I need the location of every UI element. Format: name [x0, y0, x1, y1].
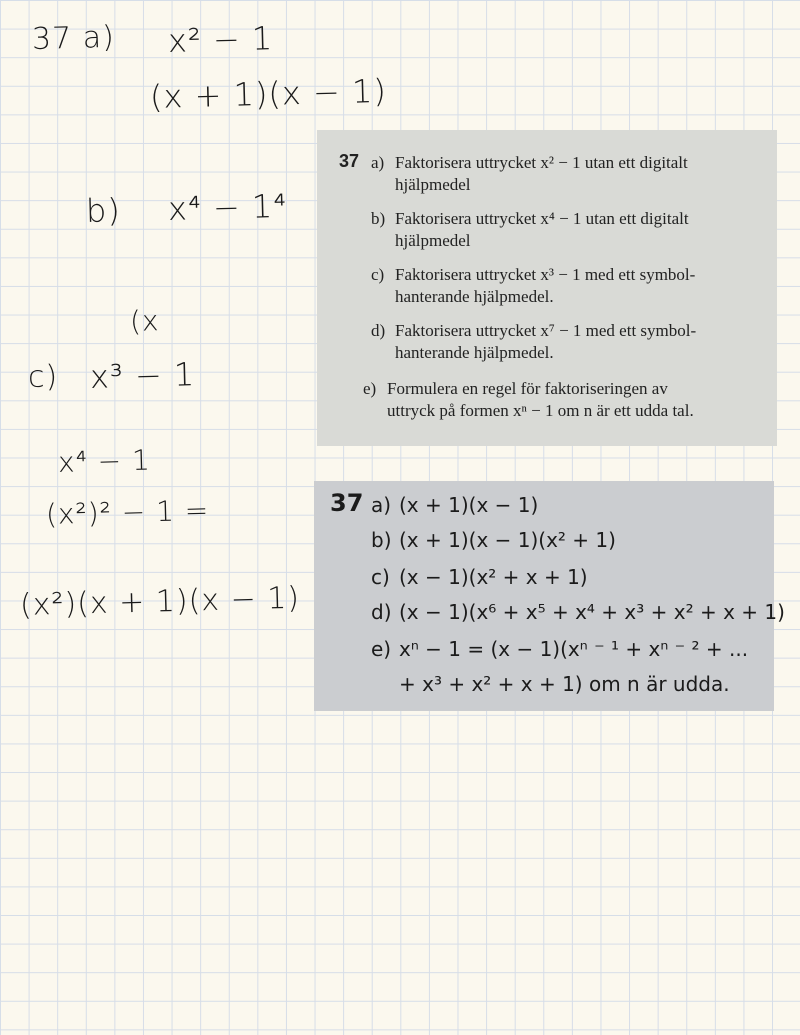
hw-work-line-2: (x²)² − 1 =	[45, 493, 210, 531]
exercise-item-text-line2: uttryck på formen xⁿ − 1 om n är ett udda tal.	[387, 401, 694, 421]
answer-row-c	[371, 565, 588, 589]
hw-a-factored: (x + 1)(x − 1)	[149, 71, 388, 116]
hw-c-expression: x³ − 1	[89, 355, 196, 396]
exercise-item-text-line2: hjälpmedel	[395, 231, 471, 251]
exercise-item-text-line2: hanterande hjälpmedel.	[395, 343, 554, 363]
exercise-item-label: e)	[363, 379, 377, 398]
exercise-item-text: Faktorisera uttrycket x³ − 1 med ett symbol-	[395, 265, 696, 284]
exercise-item-label: b)	[371, 209, 386, 228]
hw-b-expression: x⁴ − 1⁴	[167, 186, 288, 228]
exercise-item-c	[373, 264, 769, 308]
exercise-item-text: Faktorisera uttrycket x⁷ − 1 med ett symbol-	[395, 321, 697, 340]
exercise-item-text-line2: hanterande hjälpmedel.	[395, 287, 554, 307]
answer-text: (x − 1)(x² + x + 1)	[399, 565, 588, 589]
hw-work-line-1: x⁴ − 1	[57, 443, 152, 479]
exercise-item-text-line2: hjälpmedel	[395, 175, 471, 195]
answer-text: (x − 1)(x⁶ + x⁵ + x⁴ + x³ + x² + x + 1)	[399, 600, 785, 624]
exercise-number: 37	[339, 151, 360, 171]
hw-work-line-3: (x²)(x + 1)(x − 1)	[19, 580, 301, 623]
answer-text: (x + 1)(x − 1)(x² + 1)	[399, 528, 616, 552]
answer-row-d	[371, 600, 785, 624]
exercise-item-text: Faktorisera uttrycket x² − 1 utan ett digitalt	[395, 153, 688, 172]
exercise-item-label: a)	[371, 153, 385, 172]
answer-row-a	[371, 493, 538, 517]
exercise-item-a	[373, 152, 769, 196]
answer-label: b)	[371, 528, 392, 552]
answer-label: e)	[371, 637, 392, 661]
answer-row-b	[371, 528, 616, 552]
exercise-item-e	[363, 378, 769, 422]
hw-label-b: b)	[85, 191, 122, 230]
hw-paren-x: (x	[129, 304, 160, 338]
hw-label-a: 37 a)	[31, 19, 116, 57]
answer-label: d)	[371, 600, 392, 624]
answers-photo	[314, 481, 785, 711]
exercise-item-text: Faktorisera uttrycket x⁴ − 1 utan ett digitalt	[395, 209, 689, 228]
answer-text: xⁿ − 1 = (x − 1)(xⁿ ⁻ ¹ + xⁿ ⁻ ² + ...	[399, 637, 749, 661]
answer-row-e-continued: + x³ + x² + x + 1) om n är udda.	[399, 672, 730, 696]
exercise-item-text: Formulera en regel för faktoriseringen av	[387, 379, 668, 398]
answers-number: 37	[330, 489, 364, 517]
answer-label: c)	[371, 565, 390, 589]
hw-a-expression: x² − 1	[167, 19, 274, 60]
exercise-item-b	[373, 208, 769, 252]
exercise-item-d	[373, 320, 769, 364]
answer-row-e	[371, 637, 748, 661]
exercise-photo	[317, 130, 777, 446]
exercise-item-label: c)	[371, 265, 385, 284]
answer-text: (x + 1)(x − 1)	[399, 493, 539, 517]
hw-label-c: c)	[27, 359, 59, 395]
answer-label: a)	[371, 493, 392, 517]
exercise-item-label: d)	[371, 321, 386, 340]
